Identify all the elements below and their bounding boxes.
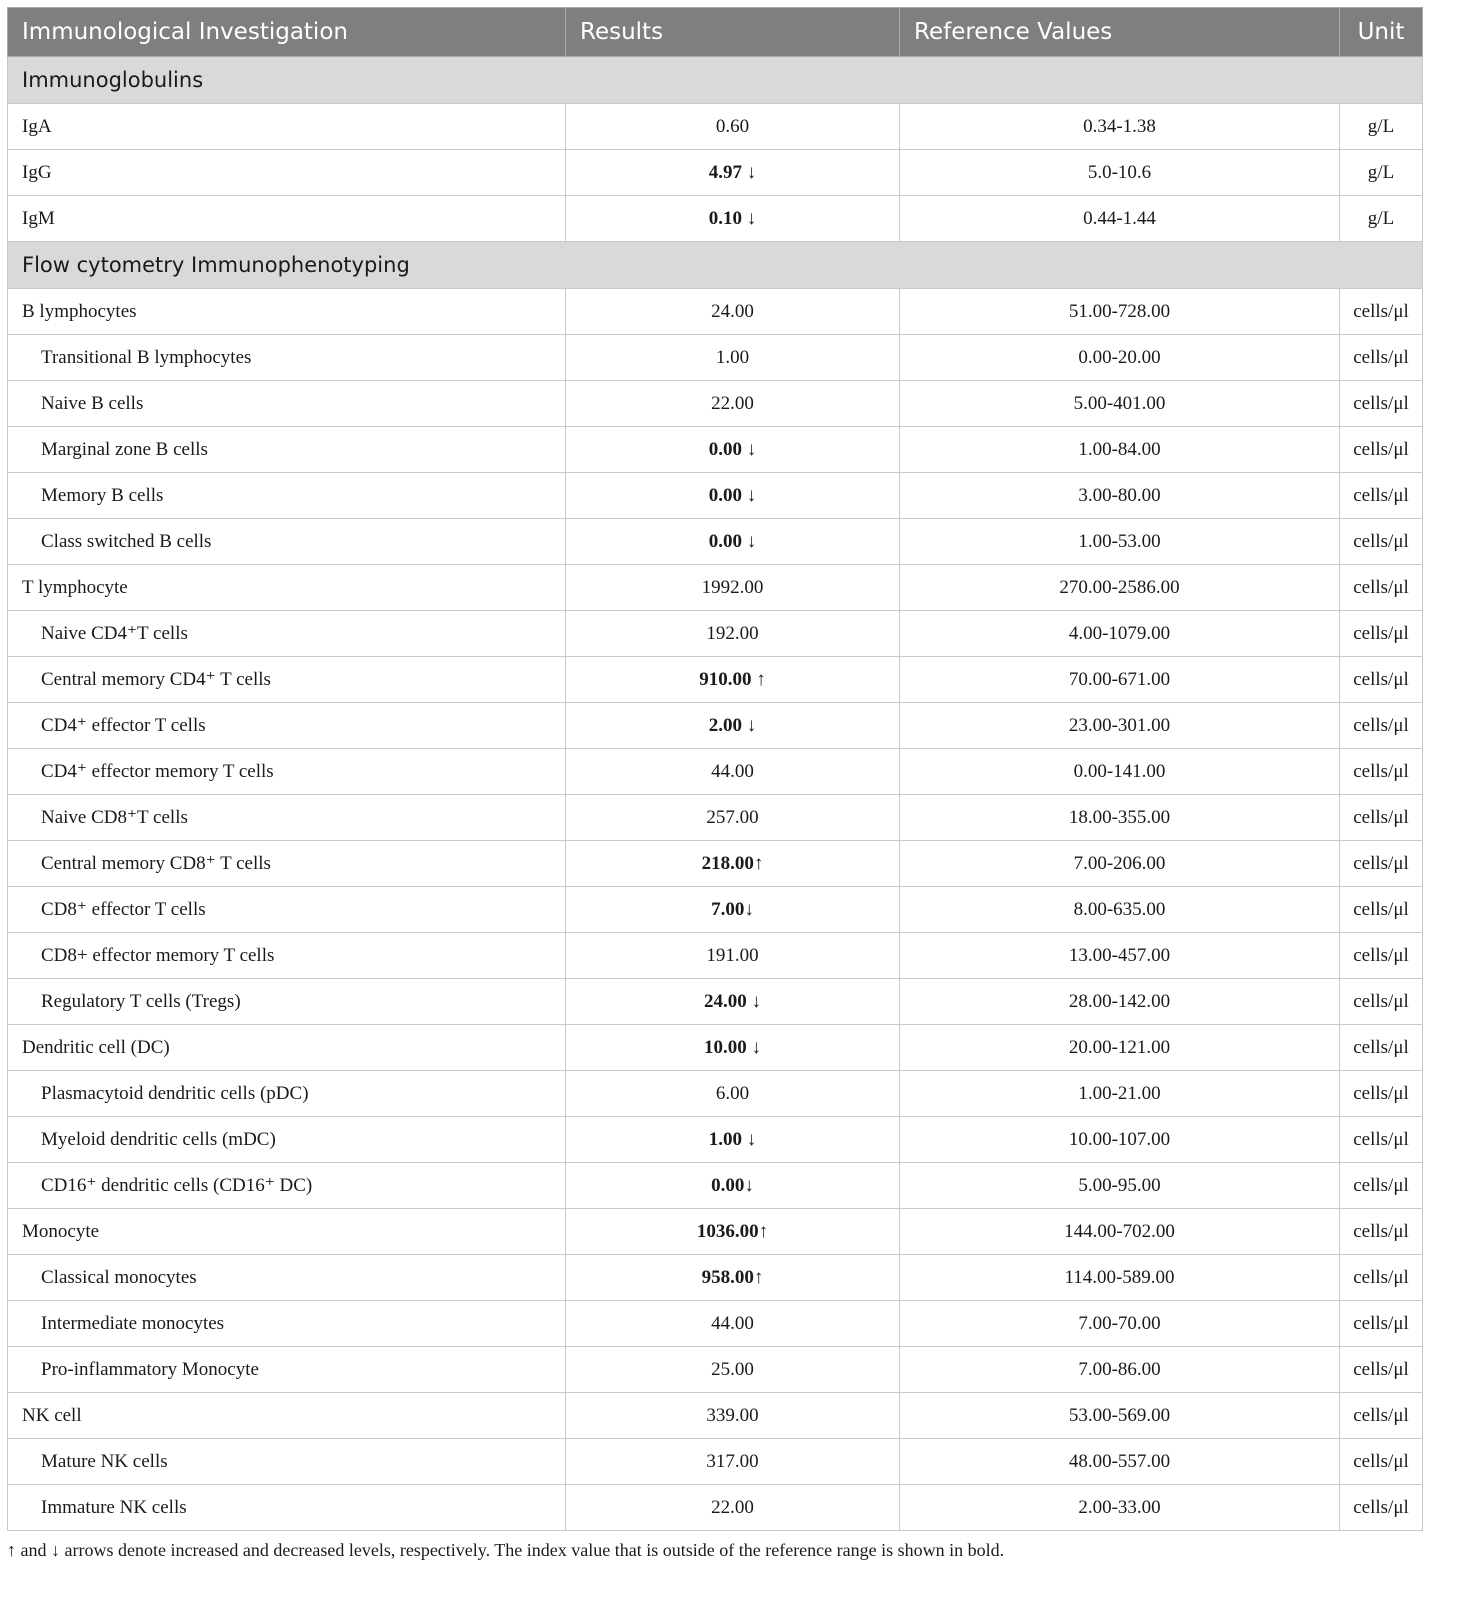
result-cell: 192.00 (566, 611, 900, 657)
table-row (8, 1439, 1423, 1485)
unit-cell: cells/μl (1340, 1163, 1423, 1209)
reference-value-cell: 13.00-457.00 (900, 933, 1340, 979)
reference-value-cell: 48.00-557.00 (900, 1439, 1340, 1485)
unit-cell: g/L (1340, 196, 1423, 242)
section-row (8, 57, 1423, 104)
investigation-cell: CD4⁺ effector T cells (8, 703, 566, 749)
reference-value-cell: 23.00-301.00 (900, 703, 1340, 749)
section-title: Flow cytometry Immunophenotyping (8, 242, 1423, 289)
header-reference-values: Reference Values (900, 8, 1340, 57)
investigation-cell: Naive CD8⁺T cells (8, 795, 566, 841)
unit-cell: cells/μl (1340, 1117, 1423, 1163)
result-cell: 0.00↓ (566, 1163, 900, 1209)
table-row (8, 104, 1423, 150)
table-row (8, 1117, 1423, 1163)
result-cell: 1.00 ↓ (566, 1117, 900, 1163)
reference-value-cell: 18.00-355.00 (900, 795, 1340, 841)
table-row (8, 749, 1423, 795)
reference-value-cell: 7.00-206.00 (900, 841, 1340, 887)
table-row (8, 979, 1423, 1025)
investigation-cell: Monocyte (8, 1209, 566, 1255)
result-cell: 24.00 ↓ (566, 979, 900, 1025)
investigation-cell: IgG (8, 150, 566, 196)
result-cell: 339.00 (566, 1393, 900, 1439)
result-cell: 44.00 (566, 1301, 900, 1347)
result-cell: 1036.00↑ (566, 1209, 900, 1255)
reference-value-cell: 51.00-728.00 (900, 289, 1340, 335)
unit-cell: cells/μl (1340, 611, 1423, 657)
result-cell: 10.00 ↓ (566, 1025, 900, 1071)
result-cell: 6.00 (566, 1071, 900, 1117)
unit-cell: g/L (1340, 104, 1423, 150)
table-row (8, 703, 1423, 749)
investigation-cell: Regulatory T cells (Tregs) (8, 979, 566, 1025)
unit-cell: cells/μl (1340, 519, 1423, 565)
unit-cell: cells/μl (1340, 703, 1423, 749)
reference-value-cell: 28.00-142.00 (900, 979, 1340, 1025)
result-cell: 1992.00 (566, 565, 900, 611)
table-row (8, 1301, 1423, 1347)
result-cell: 317.00 (566, 1439, 900, 1485)
reference-value-cell: 5.0-10.6 (900, 150, 1340, 196)
reference-value-cell: 0.34-1.38 (900, 104, 1340, 150)
table-row (8, 1025, 1423, 1071)
result-cell: 22.00 (566, 381, 900, 427)
investigation-cell: Naive B cells (8, 381, 566, 427)
reference-value-cell: 0.00-20.00 (900, 335, 1340, 381)
reference-value-cell: 7.00-70.00 (900, 1301, 1340, 1347)
investigation-cell: Intermediate monocytes (8, 1301, 566, 1347)
unit-cell: cells/μl (1340, 887, 1423, 933)
result-cell: 0.00 ↓ (566, 427, 900, 473)
unit-cell: cells/μl (1340, 289, 1423, 335)
table-row (8, 933, 1423, 979)
table-row (8, 1393, 1423, 1439)
investigation-cell: CD16⁺ dendritic cells (CD16⁺ DC) (8, 1163, 566, 1209)
table-row (8, 473, 1423, 519)
table-footnote: ↑ and ↓ arrows denote increased and decreased levels, respectively. The index value that is outside of the reference range is shown in bold. (7, 1540, 1005, 1560)
result-cell: 958.00↑ (566, 1255, 900, 1301)
result-cell: 191.00 (566, 933, 900, 979)
investigation-cell: Class switched B cells (8, 519, 566, 565)
table-row (8, 519, 1423, 565)
table-row (8, 1209, 1423, 1255)
investigation-cell: Naive CD4⁺T cells (8, 611, 566, 657)
table-row (8, 841, 1423, 887)
table-row (8, 1255, 1423, 1301)
unit-cell: cells/μl (1340, 841, 1423, 887)
unit-cell: cells/μl (1340, 1439, 1423, 1485)
investigation-cell: Myeloid dendritic cells (mDC) (8, 1117, 566, 1163)
reference-value-cell: 4.00-1079.00 (900, 611, 1340, 657)
unit-cell: cells/μl (1340, 1255, 1423, 1301)
table-row (8, 1163, 1423, 1209)
reference-value-cell: 53.00-569.00 (900, 1393, 1340, 1439)
result-cell: 25.00 (566, 1347, 900, 1393)
result-cell: 218.00↑ (566, 841, 900, 887)
unit-cell: cells/μl (1340, 335, 1423, 381)
investigation-cell: Immature NK cells (8, 1485, 566, 1531)
investigation-cell: CD8⁺ effector T cells (8, 887, 566, 933)
table-row (8, 565, 1423, 611)
header-row (8, 8, 1423, 57)
header-investigation: Immunological Investigation (8, 8, 566, 57)
reference-value-cell: 7.00-86.00 (900, 1347, 1340, 1393)
table-row (8, 611, 1423, 657)
reference-value-cell: 270.00-2586.00 (900, 565, 1340, 611)
unit-cell: cells/μl (1340, 979, 1423, 1025)
investigation-cell: Pro-inflammatory Monocyte (8, 1347, 566, 1393)
unit-cell: cells/μl (1340, 1485, 1423, 1531)
unit-cell: cells/μl (1340, 1301, 1423, 1347)
header-unit: Unit (1340, 8, 1423, 57)
unit-cell: cells/μl (1340, 1025, 1423, 1071)
table-row (8, 1485, 1423, 1531)
unit-cell: cells/μl (1340, 795, 1423, 841)
reference-value-cell: 10.00-107.00 (900, 1117, 1340, 1163)
reference-value-cell: 114.00-589.00 (900, 1255, 1340, 1301)
result-cell: 7.00↓ (566, 887, 900, 933)
unit-cell: cells/μl (1340, 1347, 1423, 1393)
investigation-cell: Memory B cells (8, 473, 566, 519)
investigation-cell: Mature NK cells (8, 1439, 566, 1485)
reference-value-cell: 1.00-21.00 (900, 1071, 1340, 1117)
results-table-container (7, 7, 1422, 1531)
result-cell: 24.00 (566, 289, 900, 335)
table-body (8, 57, 1423, 1531)
investigation-cell: CD8+ effector memory T cells (8, 933, 566, 979)
unit-cell: cells/μl (1340, 657, 1423, 703)
result-cell: 0.10 ↓ (566, 196, 900, 242)
table-header (8, 8, 1423, 57)
reference-value-cell: 2.00-33.00 (900, 1485, 1340, 1531)
table-row (8, 887, 1423, 933)
immunology-results-table (7, 7, 1423, 1531)
unit-cell: cells/μl (1340, 749, 1423, 795)
investigation-cell: Transitional B lymphocytes (8, 335, 566, 381)
reference-value-cell: 5.00-401.00 (900, 381, 1340, 427)
investigation-cell: T lymphocyte (8, 565, 566, 611)
investigation-cell: NK cell (8, 1393, 566, 1439)
result-cell: 1.00 (566, 335, 900, 381)
result-cell: 910.00 ↑ (566, 657, 900, 703)
investigation-cell: Central memory CD8⁺ T cells (8, 841, 566, 887)
unit-cell: cells/μl (1340, 1209, 1423, 1255)
investigation-cell: IgA (8, 104, 566, 150)
unit-cell: cells/μl (1340, 565, 1423, 611)
investigation-cell: Central memory CD4⁺ T cells (8, 657, 566, 703)
investigation-cell: Marginal zone B cells (8, 427, 566, 473)
result-cell: 44.00 (566, 749, 900, 795)
reference-value-cell: 20.00-121.00 (900, 1025, 1340, 1071)
unit-cell: cells/μl (1340, 381, 1423, 427)
table-row (8, 1071, 1423, 1117)
investigation-cell: CD4⁺ effector memory T cells (8, 749, 566, 795)
section-title: Immunoglobulins (8, 57, 1423, 104)
reference-value-cell: 3.00-80.00 (900, 473, 1340, 519)
unit-cell: cells/μl (1340, 1071, 1423, 1117)
unit-cell: cells/μl (1340, 933, 1423, 979)
reference-value-cell: 144.00-702.00 (900, 1209, 1340, 1255)
result-cell: 22.00 (566, 1485, 900, 1531)
table-row (8, 335, 1423, 381)
table-row (8, 289, 1423, 335)
unit-cell: cells/μl (1340, 1393, 1423, 1439)
reference-value-cell: 0.00-141.00 (900, 749, 1340, 795)
result-cell: 4.97 ↓ (566, 150, 900, 196)
table-row (8, 427, 1423, 473)
reference-value-cell: 70.00-671.00 (900, 657, 1340, 703)
investigation-cell: Plasmacytoid dendritic cells (pDC) (8, 1071, 566, 1117)
investigation-cell: Dendritic cell (DC) (8, 1025, 566, 1071)
result-cell: 0.60 (566, 104, 900, 150)
result-cell: 0.00 ↓ (566, 473, 900, 519)
header-results: Results (566, 8, 900, 57)
unit-cell: g/L (1340, 150, 1423, 196)
table-row (8, 1347, 1423, 1393)
table-row (8, 795, 1423, 841)
unit-cell: cells/μl (1340, 473, 1423, 519)
reference-value-cell: 5.00-95.00 (900, 1163, 1340, 1209)
table-row (8, 150, 1423, 196)
table-row (8, 196, 1423, 242)
result-cell: 2.00 ↓ (566, 703, 900, 749)
reference-value-cell: 0.44-1.44 (900, 196, 1340, 242)
reference-value-cell: 1.00-53.00 (900, 519, 1340, 565)
table-row (8, 381, 1423, 427)
investigation-cell: IgM (8, 196, 566, 242)
result-cell: 257.00 (566, 795, 900, 841)
unit-cell: cells/μl (1340, 427, 1423, 473)
section-row (8, 242, 1423, 289)
investigation-cell: Classical monocytes (8, 1255, 566, 1301)
result-cell: 0.00 ↓ (566, 519, 900, 565)
reference-value-cell: 1.00-84.00 (900, 427, 1340, 473)
investigation-cell: B lymphocytes (8, 289, 566, 335)
table-row (8, 657, 1423, 703)
reference-value-cell: 8.00-635.00 (900, 887, 1340, 933)
